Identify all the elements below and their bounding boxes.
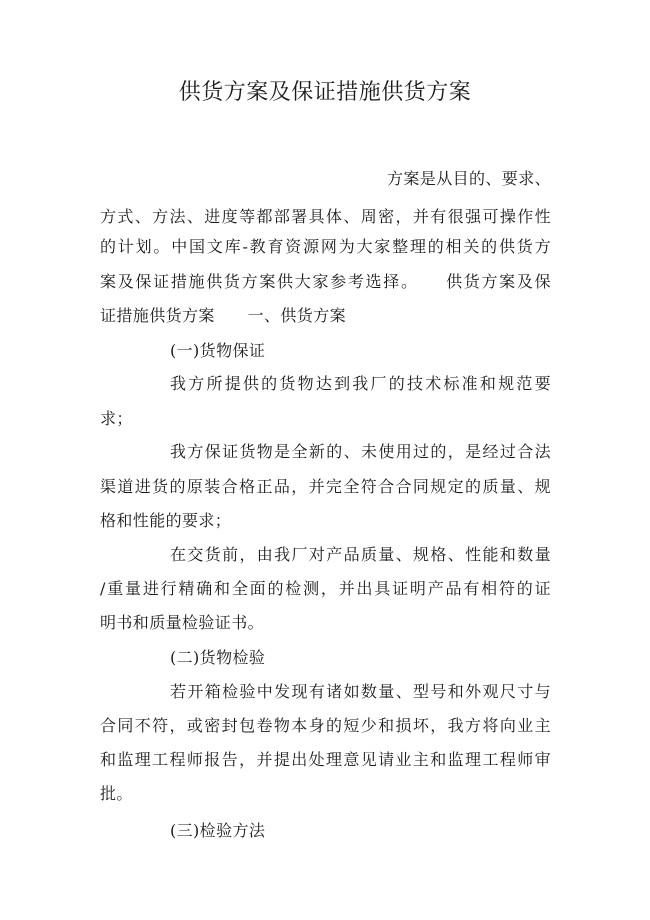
paragraph-line: /重量进行精确和全面的检测，并出具证明产品有相符的证 <box>100 579 551 598</box>
paragraph-line: 证措施供货方案 一、供货方案 <box>100 306 347 325</box>
paragraph-line: 在交货前，由我厂对产品质量、规格、性能和数量 <box>170 545 551 564</box>
paragraph-line: 合同不符，或密封包卷物本身的短少和损坏，我方将向业主 <box>100 716 551 735</box>
document-title: 供货方案及保证措施供货方案 <box>178 80 472 105</box>
paragraph-line: 求； <box>100 409 133 428</box>
section-heading: (一)货物保证 <box>170 341 266 360</box>
paragraph-line: 明书和质量检验证书。 <box>100 613 265 632</box>
paragraph-line: 案及保证措施供货方案供大家参考选择。 供货方案及保 <box>100 272 551 291</box>
section-heading: (三)检验方法 <box>170 821 266 840</box>
section-heading: (二)货物检验 <box>170 648 266 667</box>
paragraph-line: 方式、方法、进度等都部署具体、周密，并有很强可操作性 <box>100 207 551 226</box>
paragraph-line: 批。 <box>100 784 133 803</box>
paragraph-line: 渠道进货的原装合格正品，并完全符合合同规定的质量、规 <box>100 477 551 496</box>
paragraph-line: 若开箱检验中发现有诸如数量、型号和外观尺寸与 <box>170 682 551 701</box>
paragraph-line: 的计划。中国文库-教育资源网为大家整理的相关的供货方 <box>100 237 551 256</box>
paragraph-line: 方案是从目的、要求、 <box>387 169 552 188</box>
paragraph-line: 我方保证货物是全新的、未使用过的，是经过合法 <box>170 442 551 461</box>
paragraph-line: 和监理工程师报告，并提出处理意见请业主和监理工程师审 <box>100 750 551 769</box>
paragraph-line: 我方所提供的货物达到我厂的技术标准和规范要 <box>170 374 551 393</box>
paragraph-line: 格和性能的要求； <box>100 511 232 530</box>
